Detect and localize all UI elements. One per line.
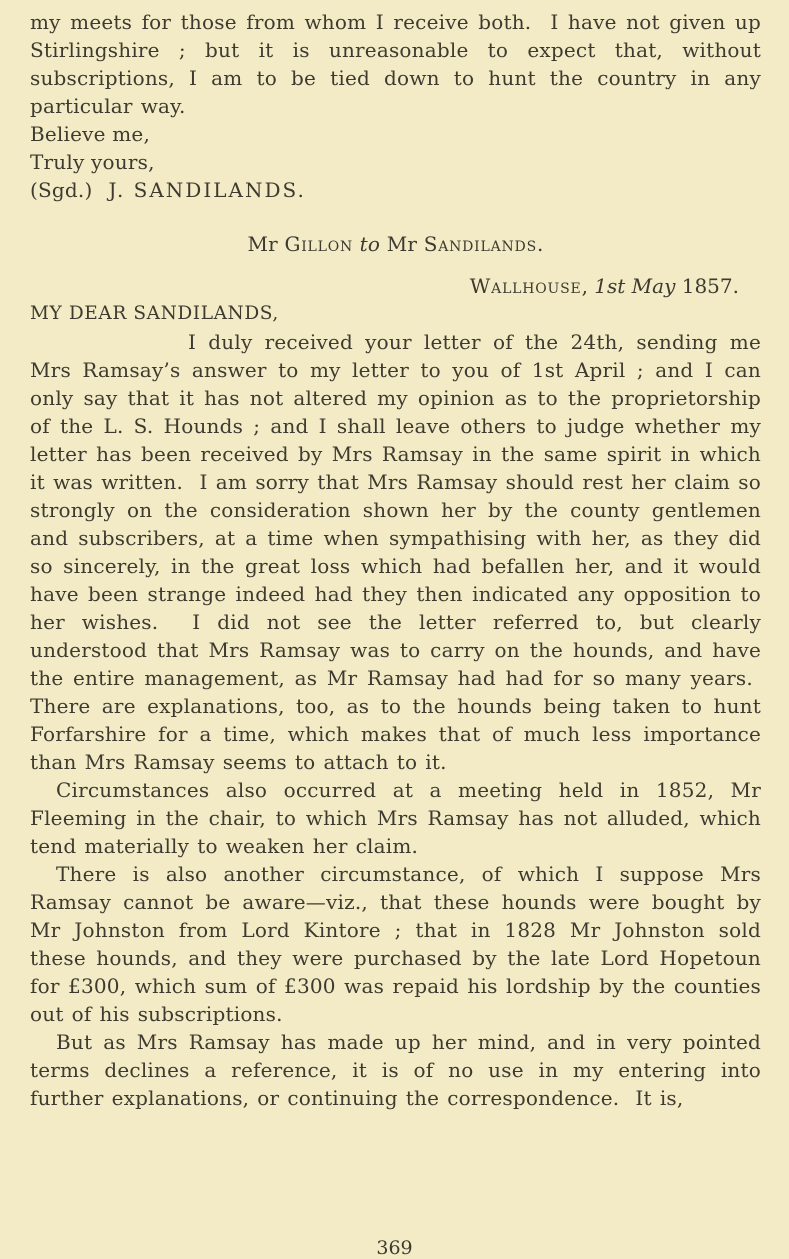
letter-closing xyxy=(30,120,761,204)
signature-name: J. SANDILANDS. xyxy=(108,178,306,202)
body-paragraph-2: Circumstances also occurred at a meeting held in 1852, Mr Fleeming in the chair, to which Mrs Ramsay has not alluded, which tend materially to weaken her claim. xyxy=(30,778,761,858)
signature-line xyxy=(30,176,761,204)
heading-to: to xyxy=(353,232,387,256)
page-number-partial xyxy=(0,1237,789,1259)
heading-period: . xyxy=(536,232,544,256)
body-paragraph-1: I duly received your letter of the 24th, sending me Mrs Ramsay’s answer to my letter to you of 1st April ; and I can only say that it has not altered my opinion as to the proprietorship of the L. S. Hounds ; and I shall leave others to judge whether my letter has been received by Mrs Ramsay in the same spirit in which it was written. I am sorry that Mrs Ramsay should rest her claim so strongly on the consideration shown her by the county gentlemen and subscribers, at a time when sympathising with her, as they did so sincerely, in the great loss which had befallen her, and it would have been strange indeed had they then indicated any opposition to her wishes. I did not see the letter referred to, but clearly understood that Mrs Ramsay was to carry on the hounds, and have the entire management, as Mr Ramsay had had for so many years. There are explanations, too, as to the hounds being taken to hunt Forfarshire for a time, which makes that of much less importance than Mrs Ramsay seems to attach to it. xyxy=(30,330,761,774)
intro-paragraph: my meets for those from whom I receive both. I have not given up Stirlingshire ; but it is unreasonable to expect that, without subscriptions, I am to be tied down to hunt the country in any particular way. xyxy=(30,10,761,118)
dateline-place: Wallhouse xyxy=(469,274,582,298)
heading-name-sandilands: Sandilands xyxy=(423,232,537,256)
closing-believe-me: Believe me, xyxy=(30,122,151,146)
heading-mr-1: Mr xyxy=(247,232,285,256)
page-number-text: 369 xyxy=(376,1237,413,1259)
heading-name-gillon: Gillon xyxy=(284,232,354,256)
dateline xyxy=(30,272,739,300)
letter-heading xyxy=(30,230,761,258)
body-paragraph-3: There is also another circumstance, of which I suppose Mrs Ramsay cannot be aware—viz., that these hounds were bought by Mr Johnston from Lord Kintore ; that in 1828 Mr Johnston sold these hounds, and they were purchased by the late Lord Hopetoun for £300, which sum of £300 was repaid his lordship by the counties out of his subscriptions. xyxy=(30,862,761,1026)
dateline-date: 1st May xyxy=(594,274,676,298)
body-paragraph-4: But as Mrs Ramsay has made up her mind, and in very pointed terms declines a reference, it is of no use in my entering into further explanations, or continuing the correspondence. It is, xyxy=(30,1030,761,1110)
signature-sgd: (Sgd.) xyxy=(30,178,93,202)
heading-mr-2: Mr xyxy=(386,232,424,256)
closing-truly-yours: Truly yours, xyxy=(30,150,155,174)
salutation: MY DEAR SANDILANDS, xyxy=(30,303,279,324)
dateline-year: 1857. xyxy=(675,274,739,298)
dateline-comma: , xyxy=(581,274,595,298)
